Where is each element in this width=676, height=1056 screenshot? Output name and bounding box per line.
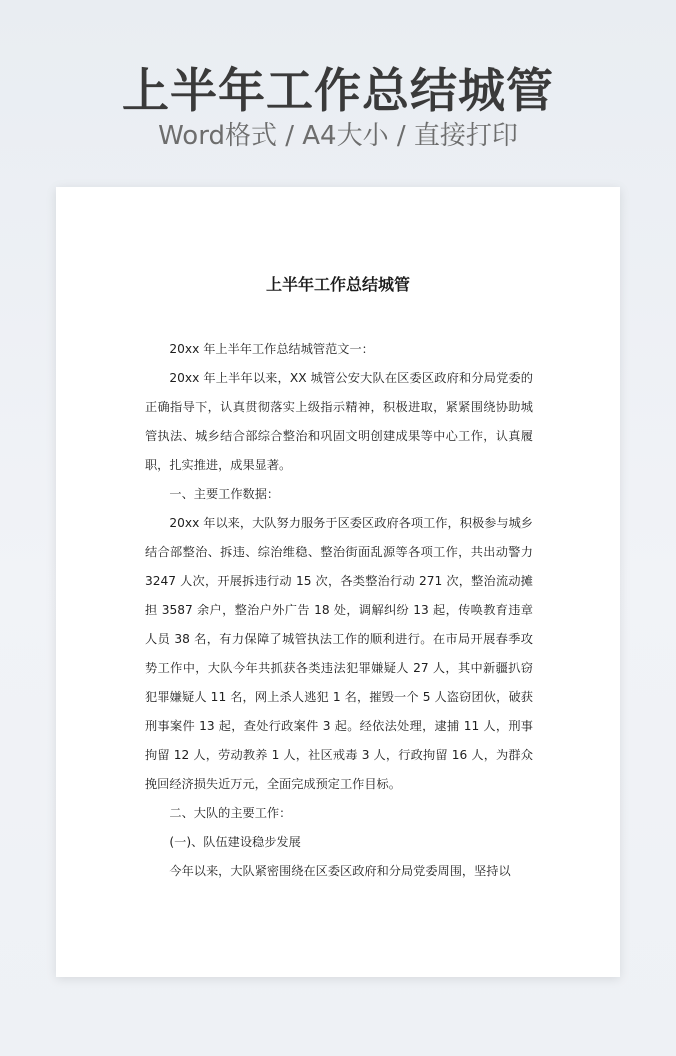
document-title: 上半年工作总结城管 bbox=[265, 275, 410, 294]
document-body bbox=[145, 335, 533, 886]
paragraph: 20xx 年以来，大队努力服务于区委区政府各项工作，积极参与城乡结合部整治、拆违、综治维稳、整治街面乱源等各项工作，共出动警力 3247 人次，开展拆违行动 15 次，各类整治行动 271 次，整治流动摊担 3587 余户，整治户外广告 18 处，调解纠纷 13 起，传唤教育违章人员 38 名，有力保障了城管执法工作的顺利进行。在市局开展春季攻势工作中，大队今年共抓获各类违法犯罪嫌疑人 27 人，其中新疆扒窃犯罪嫌疑人 11 名，网上杀人逃犯 1 名，摧毁一个 5 人盗窃团伙，破获刑事案件 13 起，查处行政案件 3 起。经依法处理，逮捕 11 人，刑事拘留 12 人，劳动教养 1 人，社区戒毒 3 人，行政拘留 16 人，为群众挽回经济损失近万元，全面完成预定工作目标。 bbox=[145, 516, 533, 791]
paragraph: 20xx 年上半年以来，XX 城管公安大队在区委区政府和分局党委的正确指导下，认真贯彻落实上级指示精神，积极进取，紧紧围绕协助城管执法、城乡结合部综合整治和巩固文明创建成果等中心工作，认真履职，扎实推进，成果显著。 bbox=[145, 371, 533, 472]
section-heading: 二、大队的主要工作： bbox=[169, 806, 292, 820]
paragraph: 今年以来，大队紧密围绕在区委区政府和分局党委周围，坚持以 bbox=[169, 864, 511, 878]
document-page bbox=[56, 187, 620, 977]
section-heading: 一、主要工作数据： bbox=[169, 487, 280, 501]
subsection-heading: (一)、队伍建设稳步发展 bbox=[169, 835, 301, 849]
banner-title: 上半年工作总结城管 bbox=[122, 64, 554, 119]
paragraph: 20xx 年上半年工作总结城管范文一： bbox=[169, 342, 374, 356]
banner-subtitle: Word格式 / A4大小 / 直接打印 bbox=[158, 121, 518, 151]
